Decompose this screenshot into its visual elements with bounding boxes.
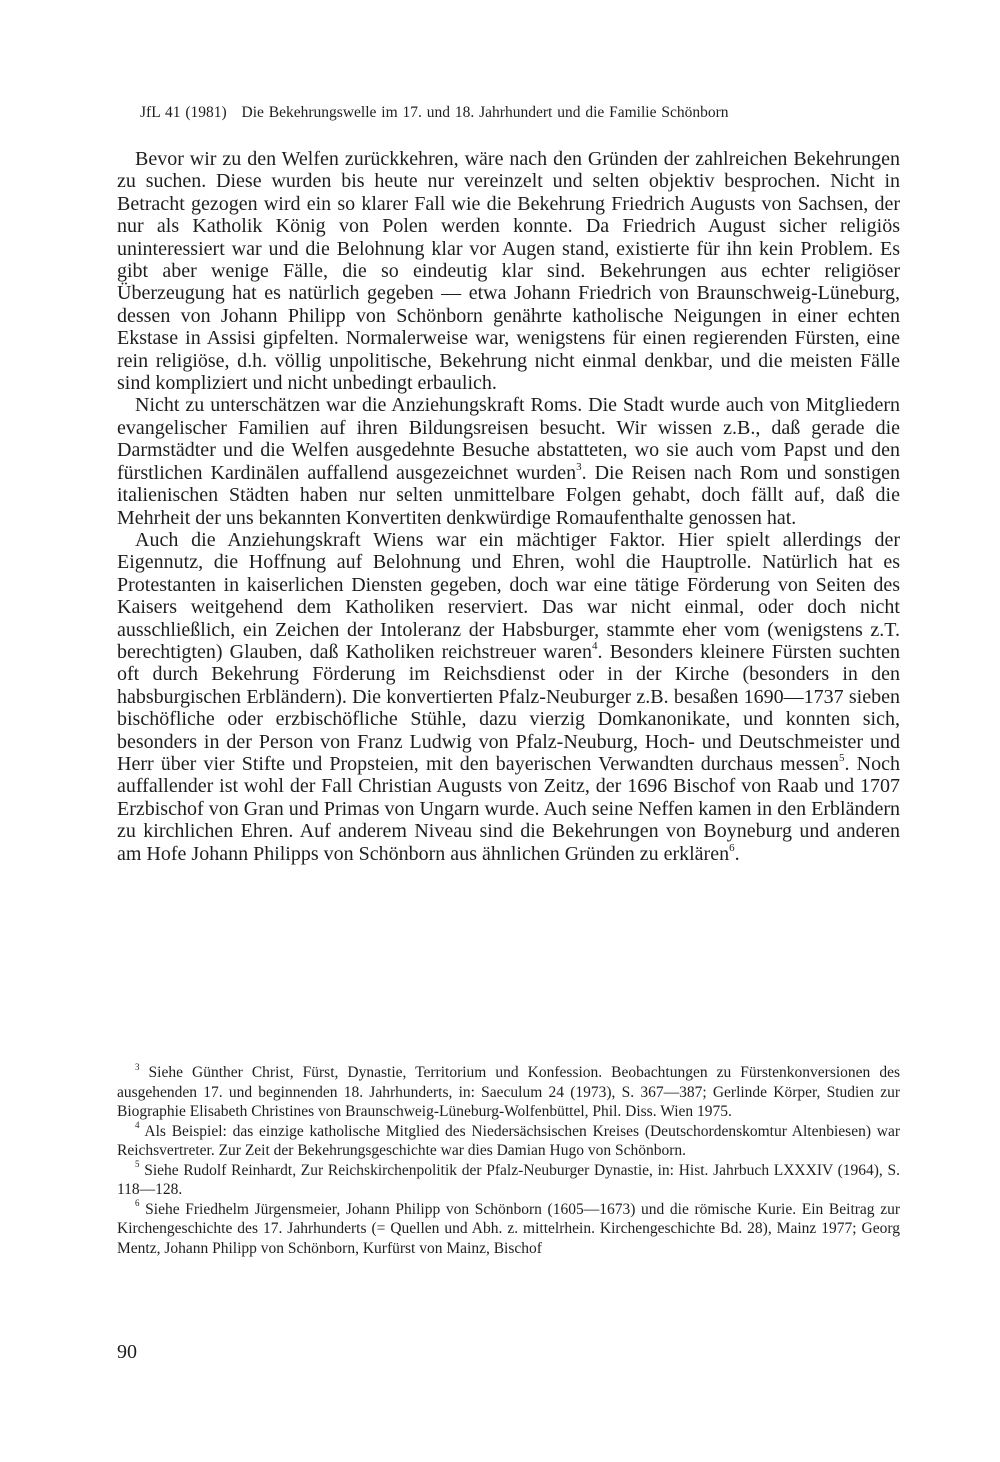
paragraph-2 <box>117 394 900 528</box>
footnote-text: Als Beispiel: das einzige katholische Mitglied des Niedersächsischen Kreises (Deutschordenskomtur Altenbiesen) war Reichsvertreter. Zur Zeit der Bekehrungsgeschichte war dies Damian Hugo von Schönborn. <box>117 1122 900 1159</box>
footnote-text: Siehe Rudolf Reinhardt, Zur Reichskirchenpolitik der Pfalz-Neuburger Dynastie, in: Hist. Jahrbuch LXXXIV (1964), S. 118—128. <box>117 1161 900 1198</box>
running-head <box>140 103 900 123</box>
footnote-ref-6: 6 <box>729 841 735 854</box>
paragraph-1: Bevor wir zu den Welfen zurückkehren, wäre nach den Gründen der zahlreichen Bekehrungen zu suchen. Diese wurden bis heute nur vereinzelt und selten objektiv besprochen. Nicht in Betracht gezogen wird ein so klarer Fall wie die Bekehrung Friedrich Augusts von Sachsen, der nur als Katholik König von Polen werden konnte. Da Friedrich August sicher religiös uninteressiert war und die Belohnung klar vor Augen stand, existierte für ihn kein Problem. Es gibt aber wenige Fälle, die so eindeutig klar sind. Bekehrungen aus echter religiöser Überzeugung hat es natürlich gegeben — etwa Johann Friedrich von Braunschweig-Lüneburg, dessen von Johann Philipp von Schönborn genährte katholische Neigungen in einer echten Ekstase in Assisi gipfelten. Normalerweise war, wenigstens für einen regierenden Fürsten, eine rein religiöse, d.h. völlig unpolitische, Bekehrung nicht einmal denkbar, und die meisten Fälle sind kompliziert und nicht unbedingt erbaulich. <box>117 148 900 395</box>
journal-reference: JfL 41 (1981) <box>140 104 227 121</box>
footnote-mark: 6 <box>135 1198 140 1209</box>
running-title: Die Bekehrungswelle im 17. und 18. Jahrhundert und die Familie Schönborn <box>241 104 729 121</box>
paragraph-2-text-b: . Die Reisen nach Rom und sonstigen italienischen Städten haben nur selten unmittelbare Folgen gehabt, doch fällt auf, daß die Mehrheit der uns bekannten Konvertiten denkwürdige Romaufenthalte genossen hat. <box>117 461 900 529</box>
footnote-mark: 4 <box>135 1120 140 1131</box>
footnote-ref-4: 4 <box>592 640 598 653</box>
footnote-4 <box>117 1122 900 1161</box>
paragraph-3 <box>117 529 900 865</box>
footnote-mark: 3 <box>135 1061 140 1072</box>
footnote-text: Siehe Günther Christ, Fürst, Dynastie, Territorium und Konfession. Beobachtungen zu Fürstenkonversionen des ausgehenden 17. und beginnenden 18. Jahrhunderts, in: Saeculum 24 (1973), S. 367—387; Gerlinde Körper, Studien zur Biographie Elisabeth Christines von Braunschweig-Lüneburg-Wolfenbüttel, Phil. Diss. Wien 1975. <box>117 1064 900 1120</box>
footnote-5 <box>117 1161 900 1200</box>
paragraph-3-text-b: . Besonders kleinere Fürsten suchten oft durch Bekehrung Förderung im Reichsdienst oder in der Kirche (besonders in den habsburgischen Erbländern). Die konvertierten Pfalz-Neuburger z.B. besaßen 1690—1737 sieben bischöfliche oder erzbischöfliche Stühle, dazu vierzig Domkanonikate, und konnten sich, besonders in der Person von Franz Ludwig von Pfalz-Neuburg, Hoch- und Deutschmeister und Herr über vier Stifte und Propsteien, mit den bayerischen Verwandten durchaus messen <box>117 640 900 775</box>
footnote-6 <box>117 1200 900 1259</box>
body-text <box>117 148 900 865</box>
paragraph-2-text-a: Nicht zu unterschätzen war die Anziehungskraft Roms. Die Stadt wurde auch von Mitgliedern evangelischer Familien auf ihren Bildungsreisen besucht. Wir wissen z.B., daß gerade die Darmstädter und die Welfen ausgedehnte Besuche abstatteten, wo sie auch vom Papst und den fürstlichen Kardinälen auffallend ausgezeichnet wurden <box>117 394 900 484</box>
footnote-ref-5: 5 <box>839 752 845 765</box>
paragraph-3-text-d: . <box>734 842 740 865</box>
footnote-text: Siehe Friedhelm Jürgensmeier, Johann Philipp von Schönborn (1605—1673) und die römische Kurie. Ein Beitrag zur Kirchengeschichte des 17. Jahrhunderts (= Quellen und Abh. z. mittelrhein. Kirchengeschichte Bd. 28), Mainz 1977; Georg Mentz, Johann Philipp von Schönborn, Kurfürst von Mainz, Bischof <box>117 1200 900 1257</box>
footnote-mark: 5 <box>135 1159 140 1170</box>
page-number: 90 <box>117 1341 137 1363</box>
footnote-ref-3: 3 <box>576 461 582 474</box>
footnotes <box>117 1063 900 1258</box>
footnote-3 <box>117 1063 900 1122</box>
paragraph-3-text-c: . Noch auffallender ist wohl der Fall Christian Augusts von Zeitz, der 1696 Bischof von Raab und 1707 Erzbischof von Gran und Primas von Ungarn wurde. Auch seine Neffen kamen in den Erbländern zu kirchlichen Ehren. Auf anderem Niveau sind die Bekehrungen von Boyneburg und anderen am Hofe Johann Philipps von Schönborn aus ähnlichen Gründen zu erklären <box>117 752 900 865</box>
paragraph-3-text-a: Auch die Anziehungskraft Wiens war ein mächtiger Faktor. Hier spielt allerdings der Eigennutz, die Hoffnung auf Belohnung und Ehren, wohl die Hauptrolle. Natürlich hat es Protestanten in kaiserlichen Diensten gegeben, doch war eine tätige Förderung von Seiten des Kaisers weitgehend dem Katholiken reserviert. Das war nicht einmal, oder doch nicht ausschließlich, ein Zeichen der Intoleranz der Habsburger, stammte eher vom (wenigstens z.T. berechtigten) Glauben, daß Katholiken reichstreuer waren <box>117 528 900 663</box>
